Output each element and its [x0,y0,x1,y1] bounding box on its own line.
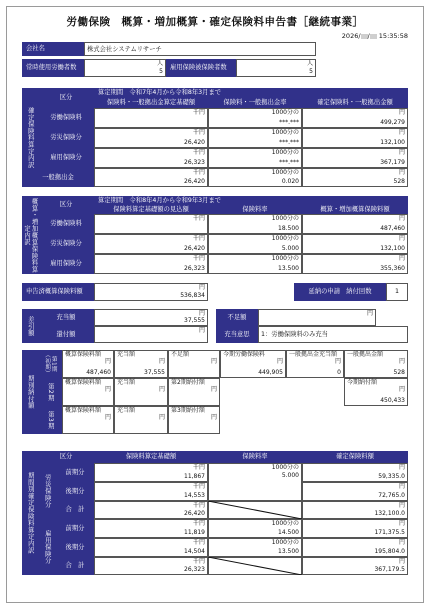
rosai-total-amount: 円 132,100.0 [302,501,408,519]
koyo-side-label: 雇用保険分 [38,519,56,575]
ki1-konki: 今期労働保険料 円 449,905 [220,350,286,378]
ishi-value: 1：労働保険料のみ充当 [258,326,408,343]
kakutei-col-base: 保険料・一般拠出金算定基礎額 [94,98,208,108]
koyo-total-label: 合 計 [56,557,94,575]
ki2-nofu: 第2期納付額 円 [168,378,220,406]
fusoku-label: 不足額 [216,309,258,326]
rosai-total-rate-blank [208,501,302,519]
kakutei-kubun-header: 区分 [38,88,94,108]
ki3-nofu: 第3期納付額 円 [168,406,220,434]
gaisan-amount-koyo: 円 355,360 [302,254,408,274]
gaisan-col-amount: 概算・増加概算保険料額 [302,205,408,214]
ki2-label: 第2期 [38,378,62,406]
koyo-total-slash [208,557,302,575]
gaisan-base-rosai: 千円 26,420 [94,234,208,254]
date-prefix: 2026/ [341,32,361,40]
shinkoku-field: 円 536,834 [94,283,208,301]
gaisan-rate-koyo: 1000分の 13.500 [208,254,302,274]
gaisan-amount-rosai: 円 132,100 [302,234,408,254]
koyo-mae-base: 千円 11,819 [94,519,208,538]
gaisan-row-label-rodo: 労働保険料 [38,214,94,234]
ki1-nofu: 今期納付額 円 450,433 [344,378,408,406]
bottom-col-rate: 保険料率 [208,451,302,463]
insured-value: 5 [309,68,313,75]
workers-field: 人 5 [84,59,166,77]
time: 15:35:58 [376,32,408,40]
redacted-day [370,34,377,39]
juto-field: 円 37,555 [94,309,208,326]
gaisan-col-base: 保険料算定基礎額の見込額 [94,205,208,214]
gaisan-rate-rosai: 1000分の 5.000 [208,234,302,254]
gaisan-base-rodo: 千円 [94,214,208,234]
insured-label: 雇用保険被保険者数 [166,59,236,77]
ki2-gaisan: 概算保険料額 円 [62,378,114,406]
koyo-ato-rate: 1000分の 13.500 [208,538,302,557]
gaisan-period: 算定期間 令和8年4月から令和9年3月まで [94,196,408,205]
kakutei-rate-rosai: 1000分の ***.*** [208,128,302,148]
kakutei-rate-koyo: 1000分の ***.*** [208,148,302,168]
koyo-total-base: 千円 26,323 [94,557,208,575]
nobe-value: 1 [386,283,408,301]
koyo-ato-label: 後期分 [56,538,94,557]
koyo-ato-base: 千円 14,504 [94,538,208,557]
ishi-label: 充当意思 [216,326,258,343]
ki1-label: 第1期（初期） [38,350,62,378]
bottom-col-amount: 確定保険料額 [302,451,408,463]
koyo-mae-rate: 1000分の 14.500 [208,519,302,538]
ki3-gaisan: 概算保険料額 円 [62,406,114,434]
koyo-total-amount: 円 367,179.5 [302,557,408,575]
rosai-total-slash [208,501,302,519]
kakutei-row-label-rodo: 労働保険料 [38,108,94,128]
ki3-label: 第3期 [38,406,62,434]
kakutei-row-label-rosai: 労災保険分 [38,128,94,148]
gaisan-side-label: 概算・増加概算保険料算定内訳 [23,197,38,273]
fusoku-field: 円 [258,309,376,326]
juto-label: 充当額 [38,309,94,326]
kakutei-rate-ippan: 1000分の 0.020 [208,168,302,187]
ki1-gaisan: 概算保険料額 円 487,460 [62,350,114,378]
gaisan-col-rate: 保険料率 [208,205,302,214]
rosai-ato-label: 後期分 [56,482,94,501]
kakutei-base-koyo: 千円 26,323 [94,148,208,168]
koyo-mae-label: 前期分 [56,519,94,538]
gaisan-row-label-koyo: 雇用保険分 [38,254,94,274]
ki1-juto: 充当額 円 37,555 [114,350,168,378]
kakutei-period: 算定期間 令和7年4月から令和8年3月まで [94,88,408,98]
page-title: 労働保険 概算・増加概算・確定保険料申告書［継続事業］ [66,16,364,28]
shinkoku-label: 申告済概算保険料額 [22,283,94,301]
kanpu-label: 還付額 [38,326,94,343]
gaisan-row-label-rosai: 労災保険分 [38,234,94,254]
kibetsu-side-label: 期別納付額 [22,350,38,434]
insured-field: 人 5 [236,59,316,77]
rosai-side-label: 労災保険分 [38,463,56,519]
rosai-mae-base: 千円 11,867 [94,463,208,482]
shinkoku-value: 536,834 [180,292,205,299]
ki1-ippan-juto: 一般拠出金充当額 円 0 [286,350,344,378]
redacted-month [361,34,368,39]
gaisan-amount-rodo: 円 487,460 [302,214,408,234]
nobe-label: 延納の申請 納付回数 [294,283,386,301]
gaisan-base-koyo: 千円 26,323 [94,254,208,274]
rosai-ato-base: 千円 14,553 [94,482,208,501]
workers-label: 常時使用労働者数 [22,59,84,77]
kakutei-col-rate: 保険料・一般拠出金率 [208,98,302,108]
kakutei-amount-koyo: 円 367,179 [302,148,408,168]
ki1-ippan: 一般拠出金額 円 528 [344,350,408,378]
company-name-label: 会社名 [22,42,84,56]
rosai-mae-amount: 円 59,335.0 [302,463,408,482]
rosai-total-base: 千円 26,420 [94,501,208,519]
juto-value: 37,555 [184,317,205,324]
company-name-value: 株式会社システムリサーチ [84,42,316,56]
kakutei-base-rosai: 千円 26,420 [94,128,208,148]
kakutei-row-label-koyo: 雇用保険分 [38,148,94,168]
koyo-total-rate-blank [208,557,302,575]
ki1-fusoku: 不足額 円 [168,350,220,378]
kanpu-field: 円 [94,326,208,343]
kakutei-base-rodo: 千円 [94,108,208,128]
gaisan-kubun-header: 区分 [38,196,94,214]
kakutei-amount-ippan: 円 528 [302,168,408,187]
kakutei-rate-rodo: 1000分の ***.*** [208,108,302,128]
kakutei-amount-rosai: 円 132,100 [302,128,408,148]
ki2-juto: 充当額 円 [114,378,168,406]
kakutei-row-label-ippan: 一般拠出金 [22,168,94,187]
ki3-juto: 充当額 円 [114,406,168,434]
rosai-rate: 1000分の 5.000 [208,463,302,501]
rosai-mae-label: 前期分 [56,463,94,482]
bottom-side-label: 期間別確定保険料算定内訳 [22,451,38,575]
kakutei-side-label: 確定保険料算定内訳 [22,88,38,187]
bottom-col-base: 保険料算定基礎額 [94,451,208,463]
koyo-mae-amount: 円 171,375.5 [302,519,408,538]
koyo-ato-amount: 円 195,804.0 [302,538,408,557]
kakutei-col-amount: 確定保険料・一般拠出金額 [302,98,408,108]
rosai-total-label: 合 計 [56,501,94,519]
kakutei-amount-rodo: 円 499,279 [302,108,408,128]
sahiki-side-label: 差引額 [22,309,38,343]
workers-value: 5 [159,68,163,75]
gaisan-rate-rodo: 1000分の 18.500 [208,214,302,234]
timestamp: 2026/ / 15:35:58 [341,32,408,40]
kakutei-base-ippan: 千円 26,420 [94,168,208,187]
bottom-kubun-header: 区分 [38,451,94,463]
rosai-ato-amount: 円 72,765.0 [302,482,408,501]
